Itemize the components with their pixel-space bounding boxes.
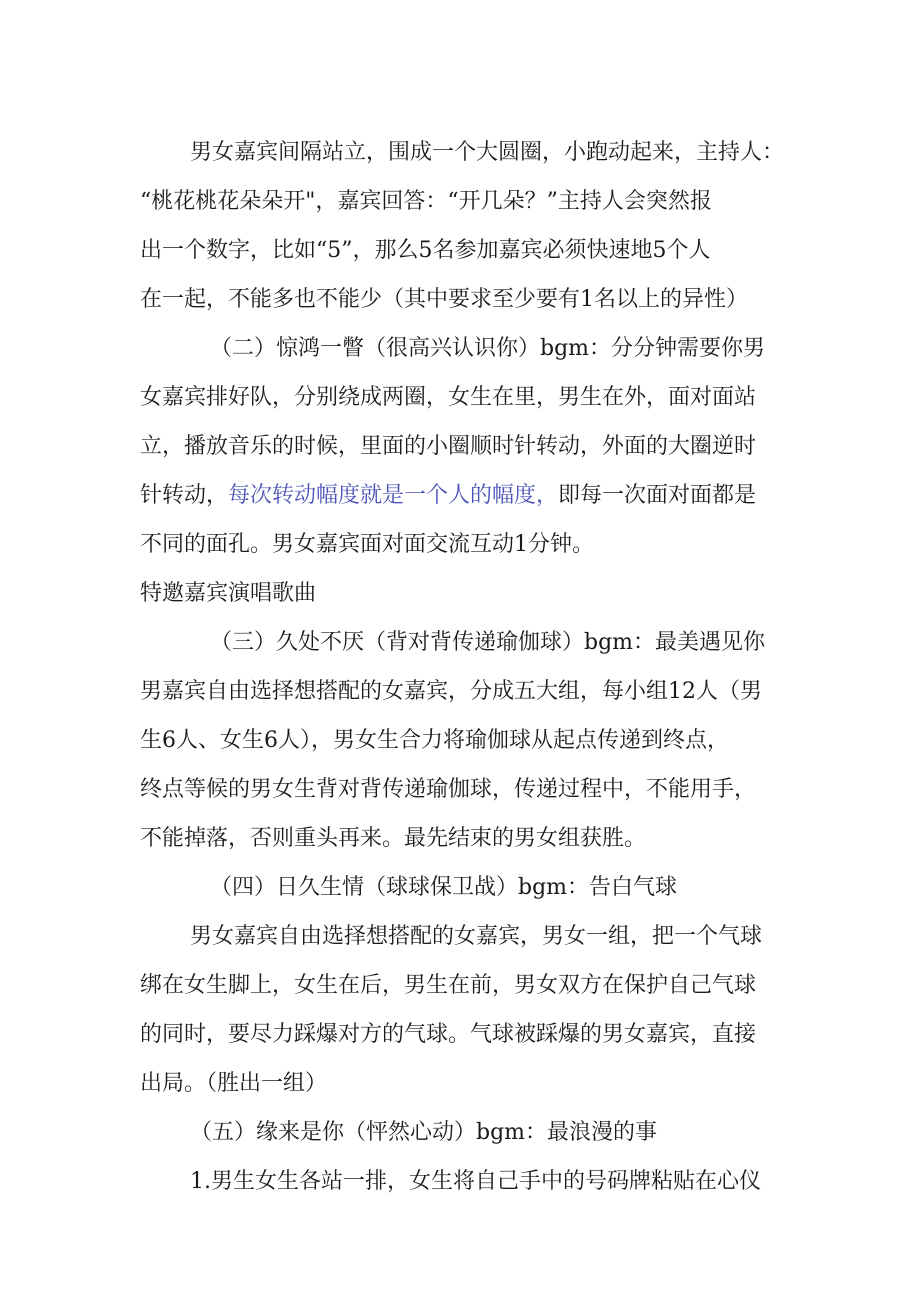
paragraph-line: 不同的面孔。男女嘉宾面对面交流互动1分钟。 bbox=[140, 532, 594, 557]
paragraph-line: 在一起，不能多也不能少（其中要求至少要有1名以上的异性） bbox=[140, 287, 748, 312]
section-heading-3: （三）久处不厌（背对背传递瑜伽球）bgm：最美遇见你 bbox=[210, 630, 766, 655]
paragraph-line: 立，播放音乐的时候，里面的小圈顺时针转动，外面的大圈逆时 bbox=[140, 434, 757, 459]
paragraph-line: 男嘉宾自由选择想搭配的女嘉宾，分成五大组，每小组12人（男 bbox=[140, 679, 762, 704]
paragraph-line: 生6人、女生6人），男女生合力将瑜伽球从起点传递到终点， bbox=[140, 728, 729, 753]
paragraph-line: 出一个数字，比如“5”，那么5名参加嘉宾必须快速地5个人 bbox=[140, 238, 711, 263]
paragraph-line: “桃花桃花朵朵开"，嘉宾回答：“开几朵？”主持人会突然报 bbox=[140, 189, 712, 214]
special-guest-line: 特邀嘉宾演唱歌曲 bbox=[140, 581, 317, 606]
paragraph-line: 男女嘉宾自由选择想搭配的女嘉宾，男女一组，把一个气球 bbox=[190, 924, 763, 949]
section-heading-2: （二）惊鸿一瞥（很高兴认识你）bgm：分分钟需要你男 bbox=[210, 336, 766, 361]
section-heading-4: （四）日久生情（球球保卫战）bgm：告白气球 bbox=[210, 875, 678, 900]
highlighted-text: 每次转动幅度就是一个人的幅度， bbox=[228, 483, 559, 508]
paragraph-line: 出局。（胜出一组） bbox=[140, 1071, 328, 1096]
paragraph-line: 男女嘉宾间隔站立，围成一个大圆圈，小跑动起来，主持人： bbox=[190, 140, 785, 165]
paragraph-line: 女嘉宾排好队，分别绕成两圈，女生在里，男生在外，面对面站 bbox=[140, 385, 757, 410]
paragraph-line: 绑在女生脚上，女生在后，男生在前，男女双方在保护自己气球 bbox=[140, 973, 757, 998]
section-heading-5: （五）缘来是你（怦然心动）bgm：最浪漫的事 bbox=[190, 1120, 658, 1145]
paragraph-line: 终点等候的男女生背对背传递瑜伽球，传递过程中，不能用手， bbox=[140, 777, 757, 802]
paragraph-line: 1.男生女生各站一排，女生将自己手中的号码牌粘贴在心仪 bbox=[190, 1169, 761, 1194]
paragraph-line-highlighted bbox=[140, 481, 756, 511]
text-before-highlight: 针转动， bbox=[140, 483, 229, 508]
paragraph-line: 的同时，要尽力踩爆对方的气球。气球被踩爆的男女嘉宾，直接 bbox=[140, 1022, 757, 1047]
text-after-highlight: 即每一次面对面都是 bbox=[558, 483, 757, 508]
paragraph-line: 不能掉落，否则重头再来。最先结束的男女组获胜。 bbox=[140, 826, 647, 851]
